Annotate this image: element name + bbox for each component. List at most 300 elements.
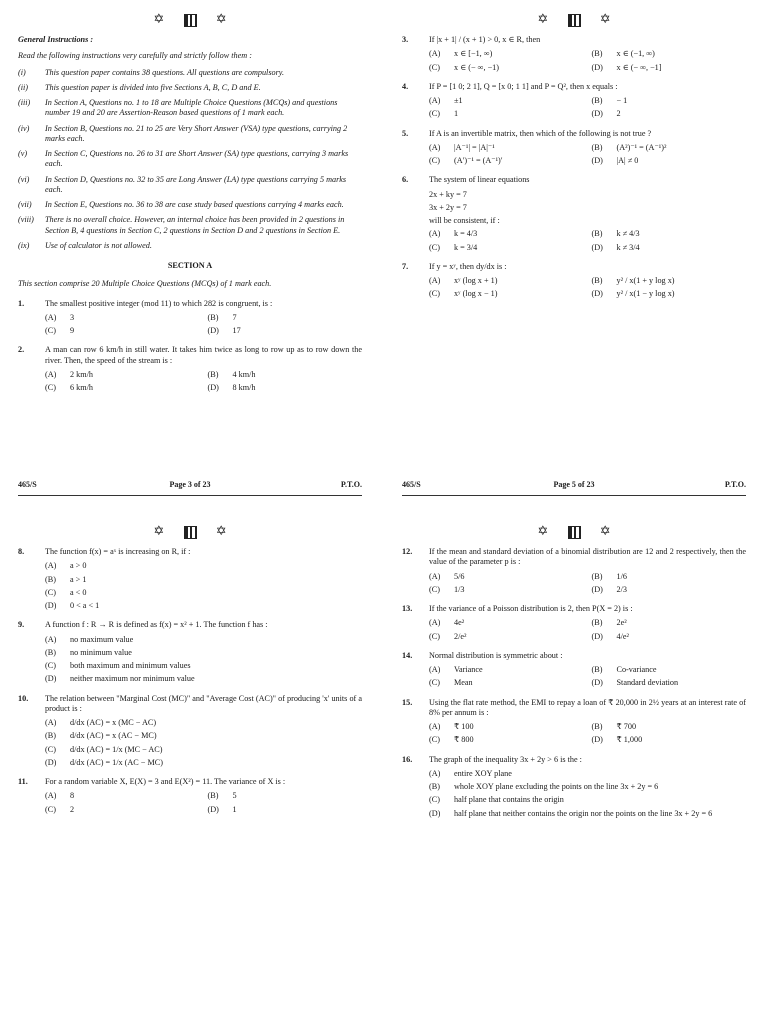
option-label: (C) xyxy=(429,678,440,688)
option-label: (C) xyxy=(45,661,56,670)
paper-code: 465/S xyxy=(402,480,421,489)
option xyxy=(45,383,200,393)
star-of-david-icon: ✡ xyxy=(153,11,165,26)
option-label: (D) xyxy=(45,757,57,767)
option xyxy=(429,229,584,239)
exam-page-3 xyxy=(18,8,362,508)
option xyxy=(45,635,362,645)
option-text: 5 xyxy=(232,791,237,801)
option-label: (B) xyxy=(207,369,219,379)
option-text: 1 xyxy=(232,804,237,814)
option-label: (D) xyxy=(591,289,603,299)
options-list xyxy=(45,718,362,768)
question-row xyxy=(402,547,746,568)
instruction-text: In Section D, Questions no. 32 to 35 are Long Answer (LA) type questions carrying 5 marks each. xyxy=(45,174,347,194)
option xyxy=(592,63,747,73)
option-label: (D) xyxy=(591,156,603,165)
option xyxy=(429,276,584,286)
option-text: d/dx (AC) = x (MC − AC) xyxy=(70,718,157,727)
option xyxy=(429,809,746,819)
option-text: Mean xyxy=(454,678,473,688)
exam-page-lower-right xyxy=(402,520,746,1020)
option xyxy=(429,795,746,805)
option-label: (A) xyxy=(429,722,441,731)
option-text: no minimum value xyxy=(70,647,132,657)
question-row xyxy=(402,651,746,661)
option xyxy=(592,585,747,595)
option-label: (D) xyxy=(429,808,441,818)
option xyxy=(429,156,584,166)
instruction-item xyxy=(18,98,362,119)
option-label: (A) xyxy=(45,634,57,644)
option-text: 2 xyxy=(616,109,621,119)
question xyxy=(18,299,362,337)
question-text: For a random variable X, E(X) = 3 and E(X²) = 11. The variance of X is : xyxy=(45,777,286,786)
option xyxy=(429,769,746,779)
star-of-david-icon: ✡ xyxy=(215,523,227,538)
option-label: (B) xyxy=(591,665,603,674)
question-row xyxy=(18,777,362,787)
option-text: (A′)⁻¹ = (A⁻¹)′ xyxy=(454,156,503,165)
options-list xyxy=(45,370,362,394)
question xyxy=(402,175,746,253)
question-text: If the mean and standard deviation of a binomial distribution are 12 and 2 respectively, then the value of the parameter p is : xyxy=(429,547,746,567)
option-label: (C) xyxy=(45,587,56,597)
option xyxy=(45,745,362,755)
question-text: The system of linear equations xyxy=(429,175,530,185)
question-number: 5. xyxy=(402,128,409,138)
option-text: x ∈ (− ∞, −1] xyxy=(616,62,662,72)
question-row xyxy=(402,604,746,614)
star-of-david-icon: ✡ xyxy=(537,11,549,26)
option-text: 2 km/h xyxy=(70,369,93,379)
option-text: whole XOY plane excluding the points on the line 3x + 2y = 6 xyxy=(454,782,659,791)
options-list xyxy=(429,96,746,120)
option xyxy=(45,731,362,741)
question-number: 9. xyxy=(18,620,25,630)
option xyxy=(45,758,362,768)
option xyxy=(45,326,200,336)
option xyxy=(208,383,363,393)
option-text: 1/3 xyxy=(454,584,465,594)
star-of-david-icon: ✡ xyxy=(153,523,165,538)
option-text: both maximum and minimum values xyxy=(70,661,191,670)
page-header xyxy=(402,11,746,27)
option xyxy=(45,561,362,571)
option-text: ₹ 100 xyxy=(454,722,474,731)
instruction-text: This question paper contains 38 questions. All questions are compulsory. xyxy=(45,67,285,77)
option-text: 0 < a < 1 xyxy=(70,601,100,610)
option-text: a > 0 xyxy=(70,561,87,571)
paper-code: 465/S xyxy=(18,480,37,489)
option xyxy=(592,156,747,166)
question xyxy=(18,620,362,684)
question-text: The relation between "Marginal Cost (MC)" and "Average Cost (AC)" of producing 'x' units of a product is : xyxy=(45,693,362,713)
instruction-text: In Section B, Questions no. 21 to 25 are Very Short Answer (VSA) type questions, carrying 2 marks each. xyxy=(45,123,348,143)
instructions-intro: Read the following instructions very carefully and strictly follow them : xyxy=(18,51,252,61)
option-label: (B) xyxy=(591,722,603,731)
instruction-text: This question paper is divided into five Sections A, B, C, D and E. xyxy=(45,82,261,92)
option xyxy=(208,805,363,815)
question-row xyxy=(402,262,746,272)
instruction-number: (i) xyxy=(18,67,26,77)
option-label: (A) xyxy=(45,312,57,322)
option xyxy=(45,588,362,598)
option-text: 4/e² xyxy=(616,631,629,641)
option-label: (D) xyxy=(207,326,219,335)
question xyxy=(402,698,746,746)
options-list xyxy=(45,791,362,815)
option-text: no maximum value xyxy=(70,634,134,644)
option-label: (D) xyxy=(591,62,603,72)
option-text: 2e² xyxy=(616,618,627,628)
instruction-item xyxy=(18,175,362,196)
option xyxy=(429,665,584,675)
page-number: Page 3 of 23 xyxy=(169,480,211,489)
options-list xyxy=(45,313,362,337)
option-text: d/dx (AC) = 1/x (MC − AC) xyxy=(70,744,163,754)
instruction-number: (ii) xyxy=(18,82,29,92)
option-label: (B) xyxy=(591,571,603,581)
question-row xyxy=(18,620,362,630)
instruction-text: There is no overall choice. However, an internal choice has been provided in 2 questions in Section B, 4 questions in Section C, 2 questions in Section D and 2 questions in Section E. xyxy=(45,215,345,235)
option xyxy=(592,735,747,745)
option-text: k = 3/4 xyxy=(454,242,478,252)
option-text: Co-variance xyxy=(616,665,657,674)
question-text: The graph of the inequality 3x + 2y > 6 is the : xyxy=(429,754,582,764)
option-text: ±1 xyxy=(454,96,463,105)
qr-code-icon xyxy=(568,14,581,27)
option-label: (A) xyxy=(429,142,441,152)
option-label: (B) xyxy=(45,647,56,657)
option xyxy=(429,585,584,595)
option-text: 2/3 xyxy=(616,584,627,594)
question-row xyxy=(402,698,746,719)
option-text: k ≠ 4/3 xyxy=(616,229,640,239)
instruction-number: (viii) xyxy=(18,215,34,225)
option-label: (A) xyxy=(429,618,441,628)
option xyxy=(592,143,747,153)
question-number: 1. xyxy=(18,298,25,308)
option-text: k ≠ 3/4 xyxy=(616,242,640,252)
option xyxy=(592,678,747,688)
question-text: If the variance of a Poisson distribution is 2, then P(X = 2) is : xyxy=(429,604,633,613)
option xyxy=(592,665,747,675)
question-number: 10. xyxy=(18,693,29,703)
option-label: (A) xyxy=(429,571,441,581)
option-label: (B) xyxy=(591,618,603,628)
option-label: (A) xyxy=(429,665,441,674)
option-text: ₹ 700 xyxy=(616,722,637,731)
option-label: (B) xyxy=(591,276,603,285)
star-of-david-icon: ✡ xyxy=(537,523,549,538)
question-text: If y = xʸ, then dy/dx is : xyxy=(429,261,507,271)
question-number: 14. xyxy=(402,650,413,660)
options-list xyxy=(429,769,746,819)
option xyxy=(429,782,746,792)
options-list xyxy=(429,276,746,300)
question-list xyxy=(402,547,746,819)
instruction-item xyxy=(18,149,362,170)
option-label: (C) xyxy=(45,383,56,392)
option xyxy=(429,289,584,299)
question-text: The function f(x) = aˣ is increasing on R, if : xyxy=(45,547,191,556)
instruction-text: Use of calculator is not allowed. xyxy=(45,240,152,250)
option-label: (C) xyxy=(429,795,440,805)
option-text: a < 0 xyxy=(70,587,87,597)
option-label: (D) xyxy=(591,735,603,745)
question-row xyxy=(18,299,362,309)
page-header xyxy=(18,11,362,27)
option xyxy=(45,718,362,728)
star-of-david-icon: ✡ xyxy=(599,523,611,538)
question xyxy=(402,82,746,120)
footer-rule xyxy=(18,495,362,496)
question-text: Using the flat rate method, the EMI to repay a loan of ₹ 20,000 in 2½ years at an interest rate of 8% per annum is : xyxy=(429,697,746,717)
question-number: 16. xyxy=(402,754,413,764)
star-of-david-icon: ✡ xyxy=(215,11,227,26)
pto-label: P.T.O. xyxy=(724,480,746,489)
question-row xyxy=(402,175,746,185)
instruction-number: (vii) xyxy=(18,200,32,209)
option xyxy=(429,49,584,59)
option-text: |A| ≠ 0 xyxy=(616,156,639,165)
instruction-text: In Section C, Questions no. 26 to 31 are Short Answer (SA) type questions, carrying 3 marks each. xyxy=(45,149,349,169)
option-label: (D) xyxy=(207,383,219,392)
option-text: 4 km/h xyxy=(232,369,256,379)
option-label: (B) xyxy=(591,142,603,152)
instruction-text: In Section A, Questions no. 1 to 18 are Multiple Choice Questions (MCQs) and questions number 19 and 20 are Assertion-Reason based questions of 1 mark each. xyxy=(45,98,338,118)
option xyxy=(429,243,584,253)
question-row xyxy=(402,35,746,45)
option xyxy=(429,572,584,582)
option-label: (A) xyxy=(45,561,57,571)
question xyxy=(18,694,362,769)
option-label: (C) xyxy=(429,62,440,72)
instruction-item xyxy=(18,124,362,145)
option xyxy=(45,805,200,815)
instruction-number: (v) xyxy=(18,149,28,158)
question-text: The smallest positive integer (mod 11) to which 282 is congruent, is : xyxy=(45,298,273,308)
question xyxy=(18,777,362,815)
option xyxy=(592,49,747,59)
option-label: (C) xyxy=(45,326,56,335)
option-text: half plane that contains the origin xyxy=(454,795,564,805)
option xyxy=(429,63,584,73)
instruction-number: (iv) xyxy=(18,123,30,133)
option xyxy=(592,722,747,732)
options-list xyxy=(45,635,362,685)
option-label: (A) xyxy=(45,369,57,379)
option-text: neither maximum nor minimum value xyxy=(70,674,195,684)
option-label: (B) xyxy=(429,782,440,791)
option-label: (B) xyxy=(591,96,603,105)
options-list xyxy=(429,722,746,746)
option xyxy=(429,735,584,745)
option-label: (D) xyxy=(207,804,219,814)
option-label: (D) xyxy=(591,584,603,594)
section-a-title: SECTION A xyxy=(167,261,213,270)
qr-code-icon xyxy=(568,526,581,539)
option-label: (C) xyxy=(429,584,440,594)
exam-page-5 xyxy=(402,8,746,508)
star-of-david-icon: ✡ xyxy=(599,11,611,26)
question-number: 4. xyxy=(402,81,409,91)
option xyxy=(592,289,747,299)
question xyxy=(402,262,746,300)
option-text: x ∈ [−1, ∞) xyxy=(454,49,493,59)
option-text: 9 xyxy=(70,326,75,335)
question-text: If |x + 1| / (x + 1) > 0, x ∈ R, then xyxy=(429,35,541,44)
question-number: 2. xyxy=(18,345,25,355)
option-text: 7 xyxy=(232,312,237,322)
option xyxy=(429,722,584,732)
option xyxy=(592,618,747,628)
question-text: Normal distribution is symmetric about : xyxy=(429,650,563,660)
option xyxy=(45,661,362,671)
option-label: (D) xyxy=(591,242,603,252)
question-number: 6. xyxy=(402,175,409,185)
option xyxy=(45,575,362,585)
option-text: 2 xyxy=(70,804,75,814)
option-text: |A⁻¹| = |A|⁻¹ xyxy=(454,142,495,152)
question-row xyxy=(402,755,746,765)
question-row xyxy=(18,547,362,557)
page-number: Page 5 of 23 xyxy=(553,480,595,489)
option-text: entire XOY plane xyxy=(454,768,512,778)
option xyxy=(45,648,362,658)
option xyxy=(592,109,747,119)
option xyxy=(429,618,584,628)
option-label: (D) xyxy=(591,109,603,119)
question-number: 7. xyxy=(402,261,409,271)
option-text: 8 xyxy=(70,791,75,801)
option-label: (C) xyxy=(45,744,56,754)
instruction-text: In Section E, Questions no. 36 to 38 are case study based questions carrying 4 marks each. xyxy=(45,200,344,209)
options-list xyxy=(45,561,362,611)
option-label: (C) xyxy=(429,109,440,119)
page-header xyxy=(18,523,362,539)
option xyxy=(45,791,200,801)
question-number: 12. xyxy=(402,547,413,556)
question-list xyxy=(402,35,746,300)
question xyxy=(18,547,362,611)
option xyxy=(45,601,362,611)
option xyxy=(45,313,200,323)
question-number: 3. xyxy=(402,35,409,44)
option xyxy=(592,632,747,642)
question-text: If A is an invertible matrix, then which of the following is not true ? xyxy=(429,128,652,138)
option-text: xʸ (log x − 1) xyxy=(454,289,498,299)
instruction-item xyxy=(18,241,362,251)
question xyxy=(402,651,746,689)
option-text: 17 xyxy=(232,326,241,335)
option-text: k = 4/3 xyxy=(454,229,478,239)
option-label: (B) xyxy=(207,312,219,322)
options-list xyxy=(429,229,746,253)
option xyxy=(592,96,747,106)
question-line: 3x + 2y = 7 xyxy=(429,202,467,212)
options-list xyxy=(429,618,746,642)
option xyxy=(429,96,584,106)
option xyxy=(208,370,363,380)
question-row xyxy=(18,345,362,366)
page-header xyxy=(402,523,746,539)
option-label: (C) xyxy=(45,804,56,814)
option-label: (D) xyxy=(45,674,57,684)
question-line: will be consistent, if : xyxy=(429,216,500,225)
footer-rule xyxy=(402,495,746,496)
option-text: 1/6 xyxy=(616,571,627,581)
option xyxy=(45,674,362,684)
instructions-list xyxy=(18,68,362,252)
option-label: (B) xyxy=(45,731,56,741)
question-number: 15. xyxy=(402,697,413,707)
question xyxy=(402,547,746,595)
option-text: − 1 xyxy=(616,96,628,105)
option xyxy=(592,243,747,253)
instruction-item xyxy=(18,215,362,236)
option-label: (B) xyxy=(45,574,56,584)
option-text: 2/e² xyxy=(454,631,467,641)
option-text: Standard deviation xyxy=(616,678,679,688)
option xyxy=(429,678,584,688)
option-text: (A²)⁻¹ = (A⁻¹)² xyxy=(616,142,667,152)
options-list xyxy=(429,665,746,689)
option-label: (B) xyxy=(207,791,219,801)
question-row xyxy=(18,694,362,715)
option xyxy=(429,632,584,642)
question-text: A man can row 6 km/h in still water. It takes him twice as long to row up as to row down the river. Then, the speed of the stream is : xyxy=(45,345,362,365)
option xyxy=(429,109,584,119)
option-label: (B) xyxy=(591,229,603,239)
option xyxy=(592,276,747,286)
option-text: xʸ (log x + 1) xyxy=(454,276,498,285)
option-text: y² / x(1 + y log x) xyxy=(616,276,675,285)
option-label: (A) xyxy=(429,49,441,59)
question-number: 13. xyxy=(402,604,413,613)
option xyxy=(592,572,747,582)
option-text: 6 km/h xyxy=(70,383,93,392)
option-label: (A) xyxy=(45,718,57,727)
option xyxy=(429,143,584,153)
option-label: (C) xyxy=(429,289,440,299)
option-text: 4e² xyxy=(454,618,465,628)
question xyxy=(402,755,746,819)
option-label: (A) xyxy=(429,276,441,285)
option xyxy=(592,229,747,239)
option-text: x ∈ (−1, ∞) xyxy=(616,49,655,59)
option-text: 1 xyxy=(454,109,459,119)
instruction-item xyxy=(18,83,362,93)
exam-page-lower-left xyxy=(18,520,362,1020)
option-label: (D) xyxy=(45,601,57,610)
option-text: 8 km/h xyxy=(232,383,256,392)
instruction-item xyxy=(18,68,362,78)
section-a-note: This section comprise 20 Multiple Choice Questions (MCQs) of 1 mark each. xyxy=(18,279,272,289)
instruction-item xyxy=(18,200,362,210)
question-list xyxy=(18,547,362,815)
option xyxy=(208,791,363,801)
option-text: d/dx (AC) = x (AC − MC) xyxy=(70,731,157,741)
instruction-number: (ix) xyxy=(18,240,30,250)
instruction-number: (vi) xyxy=(18,174,30,184)
options-list xyxy=(429,49,746,73)
question-text: If P = [1 0; 2 1], Q = [x 0; 1 1] and P = Q², then x equals : xyxy=(429,81,618,91)
pto-label: P.T.O. xyxy=(340,480,362,489)
option-label: (A) xyxy=(429,229,441,239)
question-text: A function f : R → R is defined as f(x) = x² + 1. The function f has : xyxy=(45,620,268,630)
